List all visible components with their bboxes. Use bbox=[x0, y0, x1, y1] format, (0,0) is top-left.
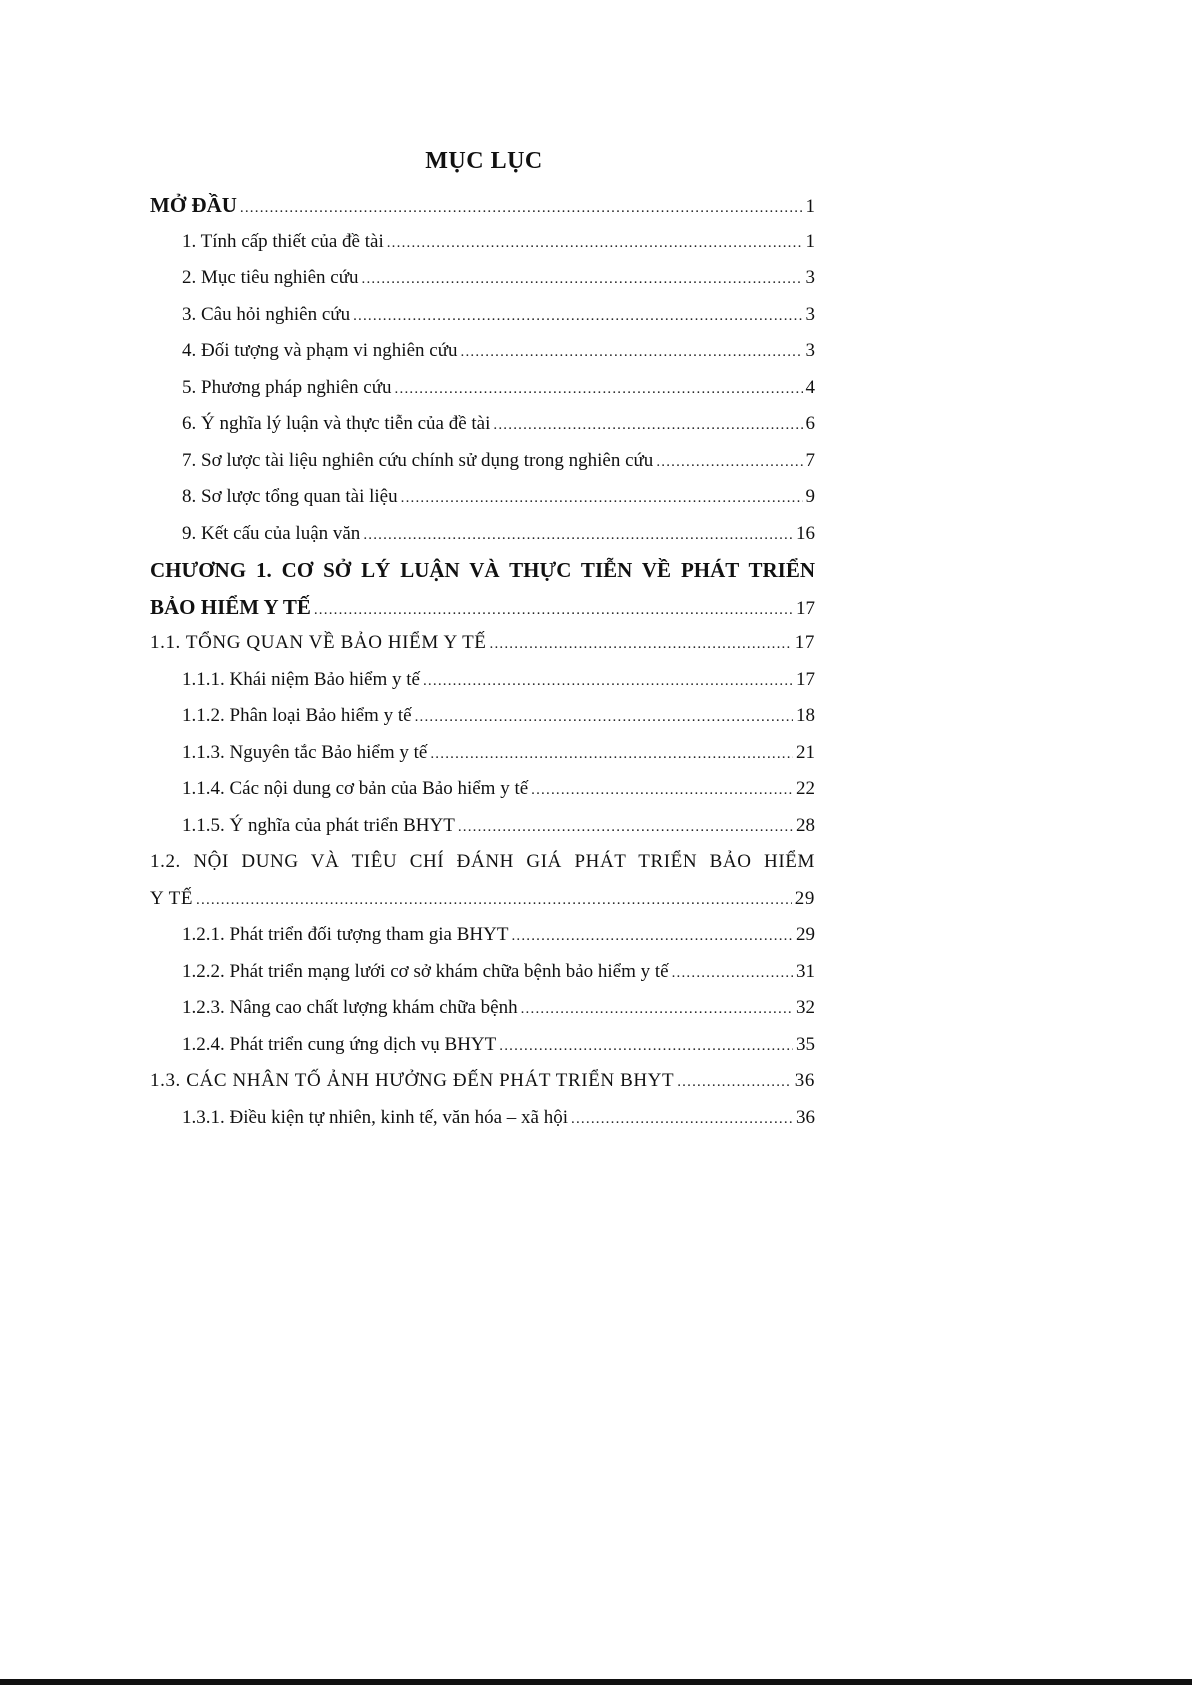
toc-entry[interactable] bbox=[150, 224, 815, 261]
toc-page-number: 3 bbox=[805, 340, 815, 361]
toc-page-number: 1 bbox=[805, 230, 815, 252]
toc-entry[interactable] bbox=[150, 990, 815, 1027]
dot-leader bbox=[461, 334, 803, 371]
toc-entry-label: 1.3. CÁC NHÂN TỐ ẢNH HƯỞNG ĐẾN PHÁT TRIỂN BHYT bbox=[150, 1070, 675, 1091]
toc-entry[interactable] bbox=[150, 589, 815, 626]
toc-entry-label: BẢO HIỂM Y TẾ bbox=[150, 594, 311, 619]
toc-entry[interactable] bbox=[150, 516, 815, 553]
toc-entry[interactable] bbox=[150, 771, 815, 808]
toc-entry-label: 1.1.1. Khái niệm Bảo hiểm y tế bbox=[182, 668, 420, 690]
toc-entry[interactable] bbox=[150, 479, 815, 516]
dot-leader bbox=[395, 371, 803, 408]
toc-entry[interactable] bbox=[150, 954, 815, 991]
toc-page-number: 18 bbox=[796, 705, 815, 726]
toc-entry[interactable] bbox=[150, 698, 815, 735]
toc-entry[interactable] bbox=[150, 1100, 815, 1137]
dot-leader bbox=[531, 772, 793, 809]
toc-page-number: 3 bbox=[805, 303, 815, 325]
toc-entry-label: 1.1. TỔNG QUAN VỀ BẢO HIỂM Y TẾ bbox=[150, 632, 487, 653]
toc-entry-label: 1.2.2. Phát triển mạng lưới cơ sở khám chữa bệnh bảo hiểm y tế bbox=[182, 960, 669, 982]
toc-page-number: 22 bbox=[796, 778, 815, 799]
toc-page-number: 36 bbox=[796, 1106, 815, 1128]
toc-entry[interactable] bbox=[150, 370, 815, 407]
dot-leader bbox=[362, 261, 803, 298]
toc-entry-label: 1.3.1. Điều kiện tự nhiên, kinh tế, văn hóa – xã hội bbox=[182, 1106, 569, 1128]
toc-entry-label: 4. Đối tượng và phạm vi nghiên cứu bbox=[182, 340, 458, 361]
toc-entry[interactable] bbox=[150, 735, 815, 772]
toc-page-number: 29 bbox=[796, 924, 815, 945]
toc-entry[interactable] bbox=[150, 443, 815, 480]
dot-leader bbox=[493, 407, 802, 444]
toc-page-number: 31 bbox=[796, 960, 815, 982]
toc-entry-label: MỞ ĐẦU bbox=[150, 193, 237, 217]
toc-entry-line: 1.2. NỘI DUNG VÀ TIÊU CHÍ ĐÁNH GIÁ PHÁT TRIỂN BẢO HIỂM bbox=[150, 851, 815, 872]
toc-page-number: 6 bbox=[805, 413, 815, 434]
toc-entry[interactable] bbox=[150, 333, 815, 370]
toc-page-number: 16 bbox=[796, 522, 815, 544]
table-of-contents bbox=[150, 187, 815, 1136]
toc-page-number: 29 bbox=[794, 887, 815, 909]
toc-entry-label: Y TẾ bbox=[150, 887, 194, 909]
dot-leader bbox=[511, 918, 793, 955]
toc-entry[interactable] bbox=[150, 406, 815, 443]
dot-leader bbox=[677, 1064, 792, 1101]
toc-entry[interactable] bbox=[150, 808, 815, 845]
toc-page-number: 9 bbox=[805, 486, 815, 507]
dot-leader bbox=[387, 225, 803, 262]
dot-leader bbox=[240, 190, 803, 227]
toc-page-number: 17 bbox=[796, 668, 815, 690]
toc-entry-label: 1.2.1. Phát triển đối tượng tham gia BHYT bbox=[182, 924, 509, 945]
toc-entry[interactable] bbox=[150, 1063, 815, 1100]
page-bottom-edge bbox=[0, 1679, 1192, 1685]
toc-page-number: 35 bbox=[796, 1033, 815, 1055]
toc-entry-label: 8. Sơ lược tổng quan tài liệu bbox=[182, 486, 398, 507]
dot-leader bbox=[490, 626, 792, 663]
toc-page-number: 28 bbox=[796, 814, 815, 836]
toc-entry-label: 7. Sơ lược tài liệu nghiên cứu chính sử dụng trong nghiên cứu bbox=[182, 449, 654, 471]
toc-entry[interactable] bbox=[150, 625, 815, 662]
toc-entry-label: 5. Phương pháp nghiên cứu bbox=[182, 376, 392, 398]
toc-entry-label: 1.2.4. Phát triển cung ứng dịch vụ BHYT bbox=[182, 1033, 497, 1055]
dot-leader bbox=[196, 882, 792, 919]
toc-entry-label: 1.1.2. Phân loại Bảo hiểm y tế bbox=[182, 705, 412, 726]
toc-entry-label: 2. Mục tiêu nghiên cứu bbox=[182, 267, 359, 288]
toc-entry[interactable] bbox=[150, 881, 815, 918]
dot-leader bbox=[401, 480, 803, 517]
toc-entry-label: 1. Tính cấp thiết của đề tài bbox=[182, 230, 384, 252]
toc-page-number: 21 bbox=[796, 741, 815, 763]
toc-entry-label: 9. Kết cấu của luận văn bbox=[182, 522, 361, 544]
toc-page-number: 17 bbox=[794, 632, 815, 653]
toc-entry-label: 6. Ý nghĩa lý luận và thực tiễn của đề tài bbox=[182, 413, 491, 434]
toc-entry-label: 1.1.5. Ý nghĩa của phát triển BHYT bbox=[182, 814, 455, 836]
dot-leader bbox=[499, 1028, 793, 1065]
dot-leader bbox=[430, 736, 793, 773]
dot-leader bbox=[672, 955, 793, 992]
toc-entry-label: 1.1.4. Các nội dung cơ bản của Bảo hiểm y tế bbox=[182, 778, 529, 799]
toc-page-number: 17 bbox=[796, 597, 815, 619]
toc-entry-label: 1.1.3. Nguyên tắc Bảo hiểm y tế bbox=[182, 741, 428, 763]
dot-leader bbox=[363, 517, 793, 554]
toc-entry-label: 3. Câu hỏi nghiên cứu bbox=[182, 303, 351, 325]
toc-page-number: 4 bbox=[805, 376, 815, 398]
toc-entry-line: CHƯƠNG 1. CƠ SỞ LÝ LUẬN VÀ THỰC TIỄN VỀ PHÁT TRIỂN bbox=[150, 558, 815, 582]
toc-page-number: 1 bbox=[805, 196, 815, 217]
toc-entry[interactable] bbox=[150, 917, 815, 954]
dot-leader bbox=[353, 298, 802, 335]
dot-leader bbox=[314, 592, 793, 629]
dot-leader bbox=[571, 1101, 793, 1138]
toc-entry[interactable] bbox=[150, 187, 815, 224]
toc-entry[interactable] bbox=[150, 662, 815, 699]
toc-entry[interactable] bbox=[150, 297, 815, 334]
dot-leader bbox=[423, 663, 793, 700]
toc-entry-label: 1.2.3. Nâng cao chất lượng khám chữa bệnh bbox=[182, 997, 518, 1018]
dot-leader bbox=[521, 991, 793, 1028]
dot-leader bbox=[415, 699, 793, 736]
toc-page-number: 36 bbox=[794, 1070, 815, 1091]
toc-page-number: 7 bbox=[805, 449, 815, 471]
toc-page-number: 32 bbox=[796, 997, 815, 1018]
dot-leader bbox=[458, 809, 793, 846]
dot-leader bbox=[656, 444, 802, 481]
toc-page-number: 3 bbox=[805, 267, 815, 288]
toc-title: MỤC LỤC bbox=[425, 148, 543, 174]
toc-entry[interactable] bbox=[150, 1027, 815, 1064]
toc-entry[interactable] bbox=[150, 260, 815, 297]
